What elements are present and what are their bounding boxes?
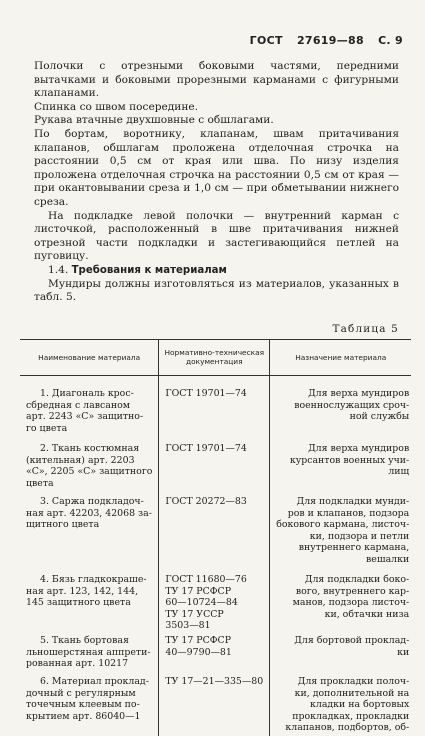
table-row bbox=[20, 673, 411, 736]
cell-line: точечным клеевым по- bbox=[26, 699, 140, 711]
cell-document bbox=[159, 673, 270, 736]
cell-line: ная арт. 42203, 42068 за- bbox=[26, 507, 152, 519]
cell-line: 3503—81 bbox=[165, 620, 211, 632]
cell-document bbox=[159, 632, 270, 673]
cell-material bbox=[20, 376, 159, 441]
table-header-row bbox=[20, 340, 411, 376]
cell-purpose bbox=[270, 440, 412, 493]
cell-purpose bbox=[270, 566, 412, 632]
cell-line: Для верха мундиров bbox=[308, 388, 410, 399]
cell-line: курсантов военных учи- bbox=[289, 454, 410, 466]
cell-line: (кительная) арт. 2203 bbox=[26, 454, 135, 466]
cell-line: прокладках, прокладки bbox=[292, 710, 410, 722]
section-heading bbox=[34, 264, 399, 278]
cell-line: Для прокладки полоч- bbox=[297, 675, 410, 687]
column-header-material: Наименование материала bbox=[20, 340, 159, 376]
cell-document bbox=[159, 566, 270, 632]
cell-line: ГОСТ 11680—76 bbox=[165, 574, 247, 585]
cell-purpose bbox=[270, 673, 412, 736]
table-row bbox=[20, 566, 411, 632]
cell-line: 5. Ткань бортовая bbox=[40, 634, 129, 646]
cell-line: 6. Материал проклад- bbox=[40, 675, 149, 687]
cell-material bbox=[20, 440, 159, 493]
cell-purpose bbox=[270, 493, 412, 566]
cell-line: ной службы bbox=[349, 411, 410, 423]
header-gost: ГОСТ bbox=[249, 34, 283, 47]
paragraph: Полочки с отрезными боковыми частями, передними вытачками и боковыми прорезными карманами с фигурными клапанами. bbox=[34, 60, 399, 100]
cell-line: манов, подзора листоч- bbox=[292, 597, 410, 609]
section-number: 1.4. bbox=[48, 263, 69, 276]
cell-material bbox=[20, 493, 159, 566]
cell-line: арт. 2243 «С» защитно- bbox=[26, 411, 144, 423]
cell-line: Для подкладки боко- bbox=[304, 574, 410, 585]
cell-line: ТУ 17 РСФСР bbox=[165, 634, 232, 646]
cell-line: клапанов, подбортов, об- bbox=[285, 722, 410, 734]
body-text bbox=[34, 60, 399, 305]
table-row bbox=[20, 632, 411, 673]
cell-line: Для подкладки мунди- bbox=[296, 496, 410, 507]
cell-line: ГОСТ 19701—74 bbox=[165, 388, 247, 399]
cell-line: ТУ 17 РСФСР bbox=[165, 585, 232, 597]
cell-document bbox=[159, 440, 270, 493]
table-row bbox=[20, 440, 411, 493]
cell-line: внутреннего кармана, bbox=[298, 542, 410, 554]
cell-document bbox=[159, 376, 270, 441]
cell-line: Для верха мундиров bbox=[308, 443, 410, 454]
cell-line: лищ bbox=[388, 466, 410, 478]
cell-line: сбредная с лавсаном bbox=[26, 399, 131, 411]
cell-line: 3. Саржа подкладоч- bbox=[40, 496, 144, 507]
cell-line: 40—9790—81 bbox=[165, 646, 232, 658]
table-row bbox=[20, 376, 411, 441]
cell-line: вого, внутреннего кар- bbox=[295, 585, 410, 597]
cell-line: ки, подзора и петли bbox=[309, 530, 410, 542]
cell-purpose bbox=[270, 376, 412, 441]
cell-line: бокового кармана, листоч- bbox=[276, 519, 410, 531]
cell-line: Для бортовой проклад- bbox=[294, 634, 410, 646]
cell-line: 2. Ткань костюмная bbox=[40, 443, 140, 454]
cell-material bbox=[20, 566, 159, 632]
cell-line: крытием арт. 86040—1 bbox=[26, 710, 141, 722]
header-standard-number: 27619—88 bbox=[296, 34, 364, 47]
table-caption: Таблица 5 bbox=[332, 323, 399, 335]
cell-line: ТУ 17—21—335—80 bbox=[165, 675, 264, 687]
cell-line: ров и клапанов, подзора bbox=[287, 507, 410, 519]
section-paragraph: Мундиры должны изготовляться из материалов, указанных в табл. 5. bbox=[34, 277, 399, 304]
cell-line: 1. Диагональ крос- bbox=[40, 388, 134, 399]
table-row bbox=[20, 493, 411, 566]
section-title: Требования к материалам bbox=[71, 264, 227, 276]
cell-line: вешалки bbox=[366, 553, 410, 565]
paragraph: По бортам, воротнику, клапанам, швам притачивания клапанов, обшлагам проложена отделочная строчка на расстоянии 0,5 см от края или шва. По низу изделия проложена отделочная строчка на расстоянии 0,5 см от края — при окантовывании среза и 1,0 см — при обметывании нижнего среза. bbox=[34, 127, 399, 208]
cell-line: ки, дополнительной на bbox=[294, 687, 410, 699]
paragraph: Спинка со швом посередине. bbox=[34, 100, 199, 113]
cell-line: 60—10724—84 bbox=[165, 597, 238, 609]
cell-line: го цвета bbox=[26, 422, 68, 434]
materials-table bbox=[20, 339, 411, 736]
cell-material bbox=[20, 673, 159, 736]
header-page-number: С. 9 bbox=[378, 34, 403, 47]
cell-line: ная арт. 123, 142, 144, bbox=[26, 585, 139, 597]
column-header-purpose: Назначение материала bbox=[270, 340, 412, 376]
cell-line: кладки на бортовых bbox=[310, 699, 410, 711]
cell-line: военнослужащих сроч- bbox=[294, 399, 410, 411]
cell-line: ТУ 17 УССР bbox=[165, 608, 224, 620]
page-header bbox=[240, 34, 403, 47]
cell-line: ГОСТ 20272—83 bbox=[165, 496, 247, 507]
column-header-document: Нормативно-техническая документация bbox=[159, 340, 270, 376]
cell-line: 145 защитного цвета bbox=[26, 597, 131, 609]
cell-line: рованная арт. 10217 bbox=[26, 658, 129, 670]
cell-line: ГОСТ 19701—74 bbox=[165, 443, 247, 454]
paragraph: Рукава втачные двухшовные с обшлагами. bbox=[34, 114, 274, 127]
cell-line: дочный с регулярным bbox=[26, 687, 136, 699]
cell-purpose bbox=[270, 632, 412, 673]
cell-line: щитного цвета bbox=[26, 519, 100, 531]
cell-line: ки, обтачки низа bbox=[324, 608, 410, 620]
cell-material bbox=[20, 632, 159, 673]
cell-line: ки bbox=[397, 646, 410, 658]
cell-line: «С», 2205 «С» защитного bbox=[26, 466, 153, 478]
cell-line: цвета bbox=[26, 477, 54, 489]
table-body bbox=[20, 376, 411, 736]
cell-line: льношерстяная аппрети- bbox=[26, 646, 151, 658]
paragraph: На подкладке левой полочки — внутренний карман с листочкой, расположенный в шве притачивания нижней отрезной части подкладки и застегивающийся петлей на пуговицу. bbox=[34, 209, 399, 263]
cell-line: 4. Бязь гладкокраше- bbox=[40, 574, 147, 585]
cell-document bbox=[159, 493, 270, 566]
